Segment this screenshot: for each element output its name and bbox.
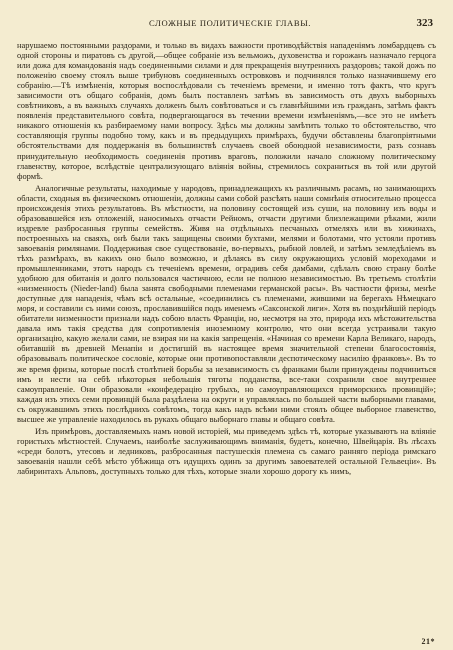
body-text [17, 40, 436, 478]
running-title: СЛОЖНЫЕ ПОЛИТИЧЕСКІЕ ГЛАВЫ. [148, 18, 312, 28]
page-number: 323 [416, 17, 433, 29]
paragraph-netherlands: Аналогичные результаты, находимые у народовъ, принадлежащихъ къ различнымъ расамъ, но занимающихъ области, сходныя въ физическомъ отношеніи, должны сами собой разсѣять наши сомнѣнія относительно процесса происхожденія этихъ результатовъ. Въ мѣстности, на половину состоящей изъ суши, на половину изъ воды и образовавшейся изъ отложеній, наносимыхъ отчасти Рейномъ, отчасти другими близлежащими рѣками, жили издревле разбросанныя группы семействъ. Живя на отдѣльныхъ песчаныхъ отмеляхъ или въ хижинахъ, построенныхъ на сваяхъ, онѣ были такъ защищены своими бухтами, мелями и болотами, что устояли противъ завоеванія римлянами. Поддерживая свое существованіе, во-первыхъ, рыбной ловлей, и затѣмъ земледѣліемъ въ тѣхъ размѣрахъ, въ какихъ оно было возможно, и дѣлаясь въ силу окружающихъ условій мореходами и промышленниками, этотъ народъ съ теченіемъ времени, оградивъ себя дамбами, сдѣлалъ свою страну болѣе удобною для обитанія и долго пользовался частичною, если не полною независимостью. Въ третьемъ столѣтіи «низменность (Nieder-land) была занята свободными племенами германской расы». Въ частности фризы, менѣе доступные для нападенія, чѣмъ всѣ остальные, «соединились съ племенами, жившими на берегахъ Нѣмецкаго моря, и составили съ ними союзъ, прославившійся подъ именемъ «Саксонской лиги». Хотя въ позднѣйшій періодъ обитатели низменности признали надъ собою власть Франціи, но, несмотря на это, природа ихъ мѣстожительства давала имъ такія средства для сопротивленія иноземному контролю, что они всегда устраивали такую организацію, какую желали сами, не взирая ни на какія запрещенія. «Начиная со времени Карла Великаго, народъ, обитавшій въ древней Менапіи и достигшій въ настоящее время значительной степени благосостоянія, образовывалъ политическое сословіе, которые они противопоставляли деспотическому насилію франковъ». Въ то же время фризы, которые послѣ столѣтней борьбы за независимость съ франками были принуждены подчиниться имъ и нести на себѣ нѣкоторыя небольшія тяготы подданства, все-таки сохранили свое внутреннее самоуправленіе. Они образовали «конфедерацію грубыхъ, но самоуправляющихся приморскихъ провинцій»; каждая изъ этихъ семи провинцій была раздѣлена на округи и управлялась по большей части выборными главами, съ окружавшимъ этихъ послѣднихъ совѣтомъ, тогда какъ надъ всѣми ними стоялъ общее выборное главенство, высшее же управленіе находилось въ рукахъ общаго выборнаго главы и общаго совѣта. [17, 182, 436, 424]
paragraph-switzerland: Изъ примѣровъ, доставляемыхъ намъ новой исторіей, мы приведемъ здѣсь тѣ, которые указываютъ на вліяніе гористыхъ мѣстностей. Случаемъ, наиболѣе заслуживающимъ вниманія, будетъ, конечно, Швейцарія. Въ лѣсахъ «среди болотъ, утесовъ и ледниковъ, разбросанныя пастушескія племена съ самаго ранняго періода римскаго завоеванія нашли себѣ мѣсто убѣжища отъ идущихъ одинъ за другимъ завоевателей остальной Гельвеціи». Въ лабиринтахъ Альповъ, доступныхъ только для тѣхъ, которые знали хорошо дорогу къ нимъ, [17, 425, 436, 476]
paragraph-continuation: нарушаемо постоянными раздорами, и только въ видахъ важности противодѣйствія нападеніямъ ломбардцевъ съ одной стороны и пиратовъ съ другой,—общее собраніе изъ вельможъ, духовенства и горожанъ назначало герцога или дожа для командованія надъ соединенными силами и для прекращенія внутреннихъ раздоровъ; такой дожъ по положенію своему стоялъ выше трибуновъ соединенныхъ островковъ и подчинялся только назначившему его собранію.—Тѣ измѣненія, которыя воспослѣдовали съ теченіемъ времени, и именно тотъ фактъ, что кругъ зависимости отъ общаго собранія, домъ былъ поставленъ затѣмъ въ зависимость отъ двухъ выборныхъ совѣтниковъ, а въ важныхъ случаяхъ долженъ былъ совѣтоваться и съ главнѣйшими изъ гражданъ, затѣмъ фактъ появленія представительного совѣта, подвергающагося въ течении времени измѣненіямъ,—все это не имѣетъ никакого отношенія къ разбираемому нами вопросу. Здѣсь мы должны замѣтить только то обстоятельство, что составляющія группы подобно тому, какъ и въ предыдущихъ примѣрахъ, будучи обставлены благопріятными обстоятельствами для поддержанія въ большинствѣ случаевъ своей обоюдной независимости, разъ сознавъ принудительную необходимость соединенія противъ враговъ, положили начало сложному политическому главенству, которое, вслѣдствіе централизующаго вліянія войны, стремилось сохраниться въ той или другой формѣ. [17, 40, 436, 181]
running-head [0, 16, 453, 30]
printer-signature-mark: 21* [421, 637, 435, 646]
